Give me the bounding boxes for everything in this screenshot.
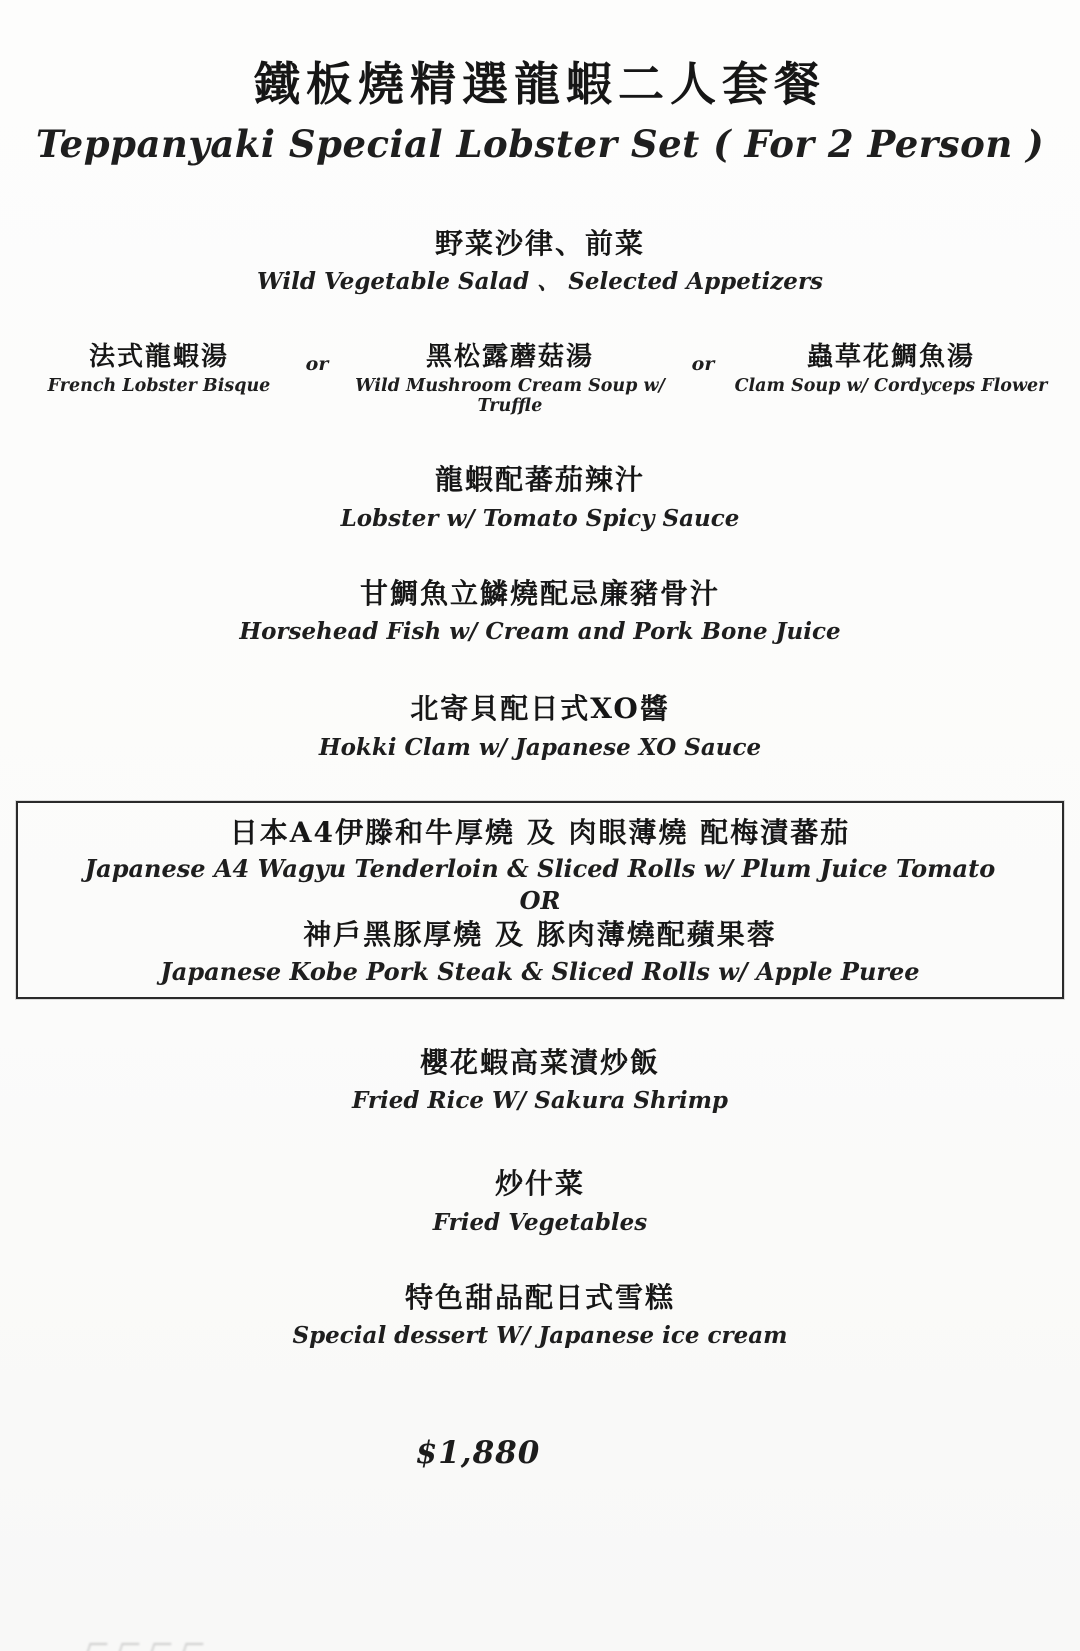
course-appetizers-en: Wild Vegetable Salad 、 Selected Appetizers [256,267,824,295]
course-dessert-en: Special dessert W/ Japanese ice cream [292,1322,788,1350]
course-fried-rice [0,1045,1080,1116]
soup-option-mushroom-soup [340,341,680,417]
soup-option-lobster-bisque-en: French Lobster Bisque [47,376,271,397]
main-option-wagyu-en: Japanese A4 Wagyu Tenderloin & Sliced Rolls w/ Plum Juice Tomato [84,854,996,884]
course-fried-vegetables [0,1166,1080,1237]
scan-edge-artifact [88,1643,258,1651]
soup-option-clam-soup-zh: 蟲草花鯛魚湯 [806,341,975,372]
course-appetizers-zh: 野菜沙律、前菜 [434,226,645,260]
main-option-kobe-pork-zh: 神戶黑豚厚燒 及 豚肉薄燒配蘋果蓉 [303,918,777,952]
main-course-choice-box [16,801,1064,999]
course-fried-rice-zh: 櫻花蝦高菜漬炒飯 [419,1045,660,1079]
course-dessert-zh: 特色甜品配日式雪糕 [404,1280,675,1314]
soup-choice-row [0,341,1080,417]
course-fried-vegetables-zh: 炒什菜 [494,1167,585,1201]
course-appetizers [0,226,1080,297]
soup-or-separator-2: or [691,352,715,375]
soup-option-clam-soup-en: Clam Soup w/ Cordyceps Flower [734,376,1048,397]
course-horsehead-fish [0,576,1080,647]
course-fried-rice-en: Fried Rice W/ Sakura Shrimp [351,1087,729,1115]
course-hokki-clam-zh: 北寄貝配日式XO醬 [410,692,670,726]
course-lobster-en: Lobster w/ Tomato Spicy Sauce [340,504,740,532]
main-option-kobe-pork-en: Japanese Kobe Pork Steak & Sliced Rolls w/ Apple Puree [160,956,920,986]
soup-or-separator-1: or [305,352,329,375]
soup-option-lobster-bisque [24,341,294,397]
course-lobster [0,462,1080,533]
course-horsehead-fish-zh: 甘鯛魚立鱗燒配忌廉豬骨汁 [359,576,720,610]
course-dessert [0,1280,1080,1351]
course-lobster-zh: 龍蝦配蕃茄辣汁 [434,463,645,497]
course-horsehead-fish-en: Horsehead Fish w/ Cream and Pork Bone Juice [239,618,841,646]
soup-option-mushroom-soup-en: Wild Mushroom Cream Soup w/ Truffle [355,376,665,417]
menu-title-zh: 鐵板燒精選龍蝦二人套餐 [254,57,826,111]
menu-title-en: Teppanyaki Special Lobster Set ( For 2 Person ) [35,121,1045,166]
course-hokki-clam [0,691,1080,762]
soup-option-mushroom-soup-zh: 黑松露蘑菇湯 [425,341,594,372]
course-hokki-clam-en: Hokki Clam w/ Japanese XO Sauce [318,733,762,761]
soup-option-lobster-bisque-zh: 法式龍蝦湯 [88,341,229,372]
course-fried-vegetables-en: Fried Vegetables [432,1208,648,1236]
set-price: $1,880 [415,1435,541,1472]
soup-option-clam-soup [726,341,1056,397]
main-choice-or-separator: OR [519,886,561,916]
main-option-wagyu-zh: 日本A4伊滕和牛厚燒 及 肉眼薄燒 配梅漬蕃茄 [229,815,851,849]
